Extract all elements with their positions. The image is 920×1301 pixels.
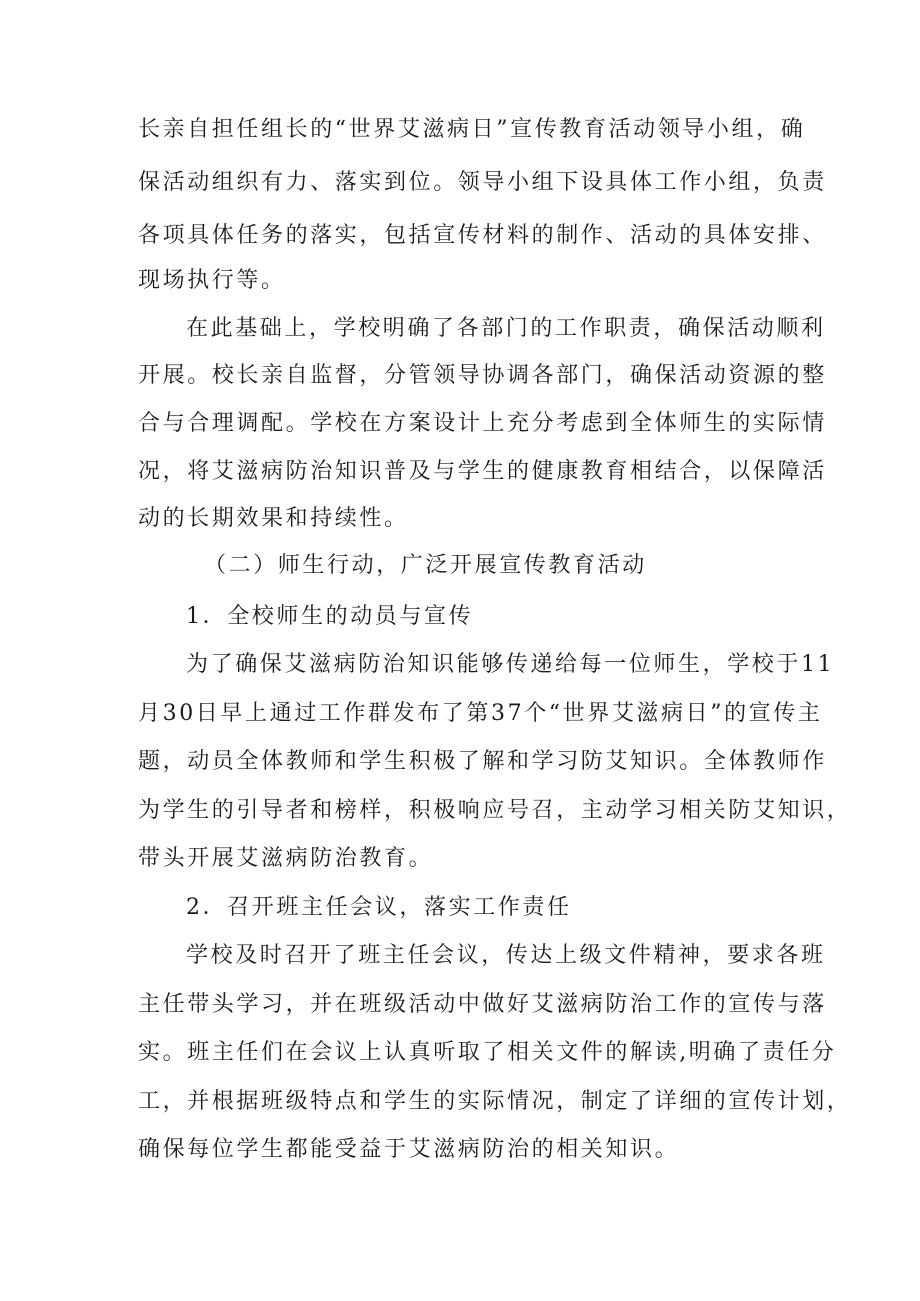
paragraph-line: 合与合理调配。学校在方案设计上充分考虑到全体师生的实际情 xyxy=(138,411,827,436)
paragraph-line: 保活动组织有力、落实到位。领导小组下设具体工作小组，负责 xyxy=(138,170,827,195)
paragraph-line: 为了确保艾滋病防治知识能够传递给每一位师生，学校于11 xyxy=(186,652,835,677)
paragraph-line: 现场执行等。 xyxy=(138,268,286,293)
paragraph-line: 动的长期效果和持续性。 xyxy=(138,506,409,531)
paragraph-line: 题，动员全体教师和学生积极了解和学习防艾知识。全体教师作 xyxy=(138,749,827,774)
paragraph-line: 况，将艾滋病防治知识普及与学生的健康教育相结合，以保障活 xyxy=(138,459,827,484)
paragraph-line: 学校及时召开了班主任会议，传达上级文件精神，要求各班 xyxy=(186,943,826,968)
paragraph-line: 主任带头学习，并在班级活动中做好艾滋病防治工作的宣传与落 xyxy=(138,992,827,1017)
subsection-heading: 2．召开班主任会议，落实工作责任 xyxy=(186,895,572,920)
paragraph-line: 月30日早上通过工作群发布了第37个“世界艾滋病日”的宣传主 xyxy=(138,701,823,726)
paragraph-line: 各项具体任务的落实，包括宣传材料的制作、活动的具体安排、 xyxy=(138,223,827,248)
subsection-heading: 1．全校师生的动员与宣传 xyxy=(186,604,474,629)
paragraph-line: 在此基础上，学校明确了各部门的工作职责，确保活动顺利 xyxy=(186,316,826,341)
paragraph-line: 开展。校长亲自监督，分管领导协调各部门，确保活动资源的整 xyxy=(138,363,827,388)
paragraph-line: 工，并根据班级特点和学生的实际情况，制定了详细的宣传计划， xyxy=(138,1089,852,1114)
section-heading: （二）师生行动，广泛开展宣传教育活动 xyxy=(204,553,647,578)
paragraph-line: 带头开展艾滋病防治教育。 xyxy=(138,846,434,871)
paragraph-line: 实。班主任们在会议上认真听取了相关文件的解读,明确了责任分 xyxy=(138,1040,837,1065)
paragraph-line: 长亲自担任组长的“世界艾滋病日”宣传教育活动领导小组，确 xyxy=(138,117,806,142)
paragraph-line: 为学生的引导者和榜样，积极响应号召，主动学习相关防艾知识， xyxy=(138,798,852,823)
paragraph-line: 确保每位学生都能受益于艾滋病防治的相关知识。 xyxy=(138,1137,680,1162)
